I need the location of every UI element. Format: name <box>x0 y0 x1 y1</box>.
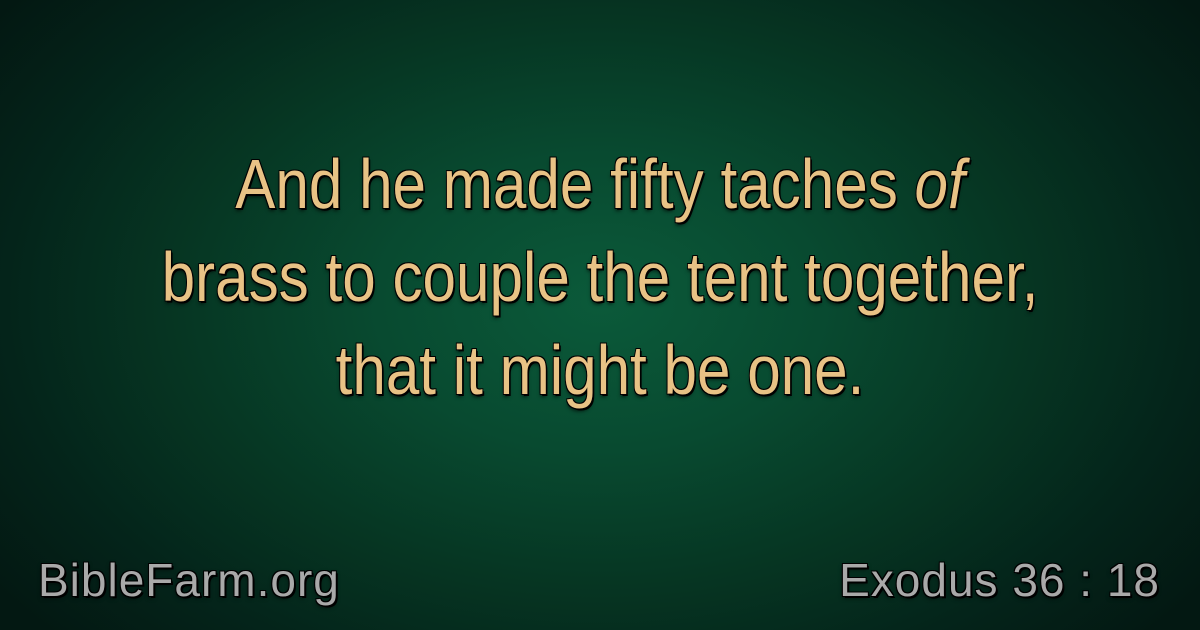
verse-italic-word: of <box>914 145 965 223</box>
verse-line-2: brass to couple the tent together, <box>161 238 1039 316</box>
verse-text <box>84 138 1116 417</box>
site-name: BibleFarm.org <box>38 554 340 606</box>
verse-line-3: that it might be one. <box>335 331 865 409</box>
verse-line-1-text: And he made fifty taches <box>235 145 915 223</box>
verse-line-1 <box>84 138 1116 231</box>
scripture-reference: Exodus 36 : 18 <box>839 554 1160 606</box>
